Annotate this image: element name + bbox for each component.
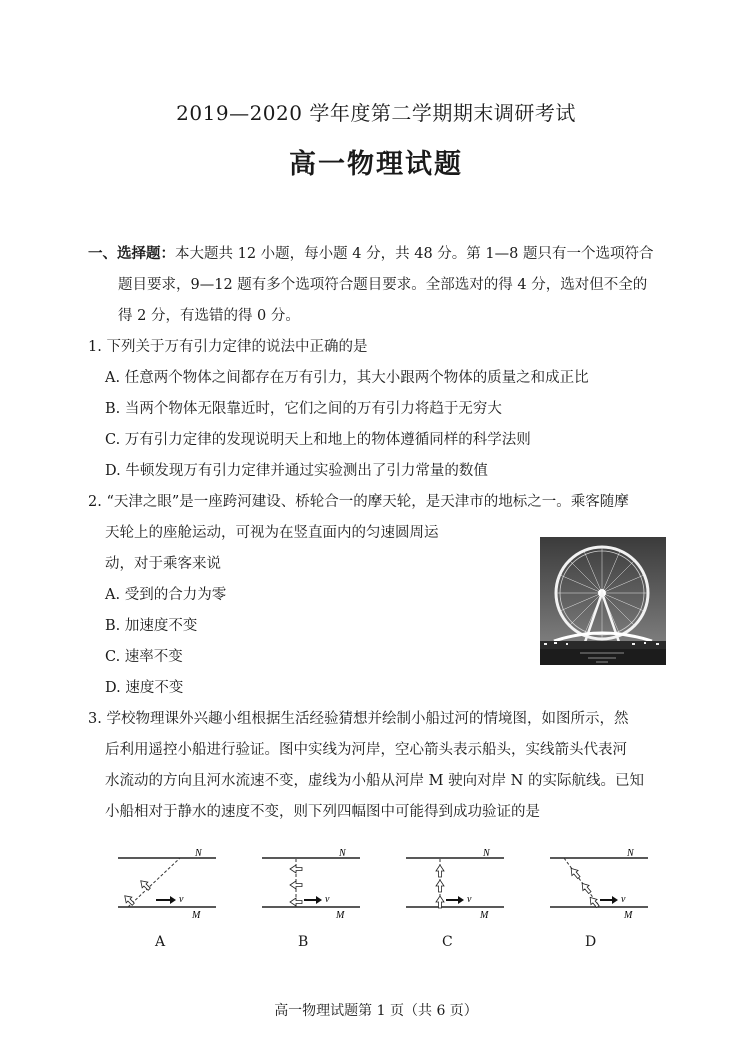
diagram-b-label: B [298,934,309,950]
diagram-d-bank-m: M [624,910,633,921]
q2-option-b: B. 加速度不变 [105,618,198,634]
diagram-d-label: D [585,934,597,950]
river-diagram-b [256,846,368,926]
section1-line2: 题目要求，9—12 题有多个选项符合题目要求。全部选对的得 4 分，选对但不全的 [118,277,648,293]
exam-title: 2019—2020 学年度第二学期期末调研考试 [176,101,576,125]
diagram-a-bank-m: M [192,910,201,921]
q1-option-c: C. 万有引力定律的发现说明天上和地上的物体遵循同样的科学法则 [105,432,531,448]
page-footer: 高一物理试题第 1 页（共 6 页） [274,1003,478,1019]
diagram-d-velocity: v [621,894,626,905]
q3-stem-line3: 水流动的方向且河水流速不变，虚线为小船从河岸 M 驶向对岸 N 的实际航线。已知 [105,773,644,789]
diagram-b-velocity: v [325,894,330,905]
river-diagram-d [544,846,656,926]
q2-stem-line3: 动，对于乘客来说 [105,556,221,572]
ferris-wheel-photo [540,537,666,665]
section1-text1: 本大题共 12 小题，每小题 4 分，共 48 分。第 1—8 题只有一个选项符合 [175,246,654,262]
river-diagram-a [112,846,224,926]
diagram-b-bank-n: N [339,848,346,859]
diagram-b-bank-m: M [336,910,345,921]
q3-stem-line1: 3. 学校物理课外兴趣小组根据生活经验猜想并绘制小船过河的情境图，如图所示，然 [88,711,629,727]
q2-option-c: C. 速率不变 [105,649,183,665]
q1-option-b: B. 当两个物体无限靠近时，它们之间的万有引力将趋于无穷大 [105,401,502,417]
q1-option-d: D. 牛顿发现万有引力定律并通过实验测出了引力常量的数值 [105,463,488,479]
section1-heading: 一、选择题： [88,246,175,262]
diagram-a-label: A [155,934,166,950]
q1-option-a: A. 任意两个物体之间都存在万有引力，其大小跟两个物体的质量之和成正比 [105,370,589,386]
diagram-c-bank-n: N [483,848,490,859]
q2-stem-line1: 2. “天津之眼”是一座跨河建设、桥轮合一的摩天轮，是天津市的地标之一。乘客随摩 [88,494,629,510]
diagram-d-bank-n: N [627,848,634,859]
diagram-c-bank-m: M [480,910,489,921]
section1-line1 [88,244,653,264]
q2-option-a: A. 受到的合力为零 [105,587,227,603]
q3-stem-line4: 小船相对于静水的速度不变，则下列四幅图中可能得到成功验证的是 [105,804,540,820]
section1-line3: 得 2 分，有选错的得 0 分。 [118,308,300,324]
q3-stem-line2: 后利用遥控小船进行验证。图中实线为河岸，空心箭头表示船头，实线箭头代表河 [105,742,627,758]
diagram-c-label: C [442,934,453,950]
q2-option-d: D. 速度不变 [105,680,184,696]
diagram-a-bank-n: N [195,848,202,859]
diagram-c-velocity: v [467,894,472,905]
q1-stem: 1. 下列关于万有引力定律的说法中正确的是 [88,339,368,355]
river-diagram-c [400,846,512,926]
diagram-a-velocity: v [179,894,184,905]
subject-title: 高一物理试题 [289,149,463,180]
q2-stem-line2: 天轮上的座舱运动，可视为在竖直面内的匀速圆周运 [105,525,439,541]
